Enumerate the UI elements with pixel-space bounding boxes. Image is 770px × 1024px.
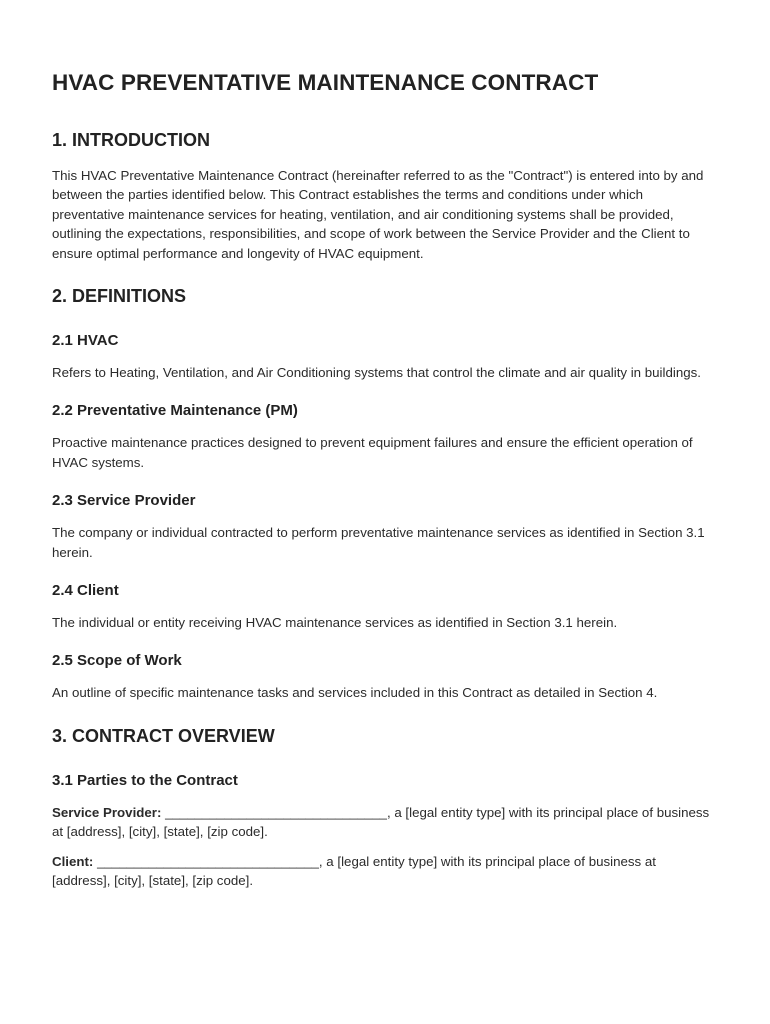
definition-body: The individual or entity receiving HVAC maintenance services as identified in Section 3.1 herein.	[52, 615, 618, 631]
definition-hvac	[52, 332, 718, 382]
definition-heading: 2.1 HVAC	[52, 332, 119, 350]
introduction-heading: 1. INTRODUCTION	[52, 130, 211, 150]
client-label: Client:	[52, 853, 94, 869]
service-provider-line	[52, 803, 718, 842]
client-text: ______________________________, a [legal entity type] with its principal place of business at [address], [city], [state], [zip code].	[52, 853, 656, 889]
definition-body: An outline of specific maintenance tasks and services included in this Contract as detailed in Section 4.	[52, 685, 658, 701]
definition-service-provider	[52, 492, 718, 562]
definition-heading: 2.5 Scope of Work	[52, 652, 182, 670]
service-provider-text: ______________________________, a [legal entity type] with its principal place of business at [address], [city], [state], [zip code].	[52, 804, 710, 840]
introduction-body: This HVAC Preventative Maintenance Contract (hereinafter referred to as the "Contract") is entered into by and between the parties identified below. This Contract establishes the terms and conditions under which preventative maintenance services for heating, ventilation, and air conditioning systems shall be provided, outlining the expectations, responsibilities, and scope of work between the Service Provider and the Client to ensure optimal performance and longevity of HVAC equipment.	[52, 168, 704, 261]
contract-overview-heading: 3. CONTRACT OVERVIEW	[52, 725, 275, 746]
definitions-section	[52, 286, 718, 703]
definition-scope-of-work	[52, 652, 718, 702]
client-line	[52, 852, 718, 891]
definition-body: Refers to Heating, Ventilation, and Air Conditioning systems that control the climate and air quality in buildings.	[52, 365, 701, 381]
definition-body: Proactive maintenance practices designed to prevent equipment failures and ensure the efficient operation of HVAC systems.	[52, 435, 693, 470]
definition-heading: 2.4 Client	[52, 582, 119, 600]
definitions-heading: 2. DEFINITIONS	[52, 286, 187, 307]
parties-subsection	[52, 772, 718, 891]
definition-client	[52, 582, 718, 632]
definition-preventative-maintenance	[52, 402, 718, 472]
introduction-section	[52, 130, 718, 263]
parties-heading: 3.1 Parties to the Contract	[52, 771, 238, 789]
service-provider-label: Service Provider:	[52, 804, 162, 820]
definition-heading: 2.2 Preventative Maintenance (PM)	[52, 402, 298, 420]
definition-body: The company or individual contracted to perform preventative maintenance services as identified in Section 3.1 herein.	[52, 525, 705, 560]
contract-overview-section	[52, 726, 718, 891]
definition-heading: 2.3 Service Provider	[52, 492, 196, 510]
document-title: HVAC PREVENTATIVE MAINTENANCE CONTRACT	[52, 70, 599, 95]
